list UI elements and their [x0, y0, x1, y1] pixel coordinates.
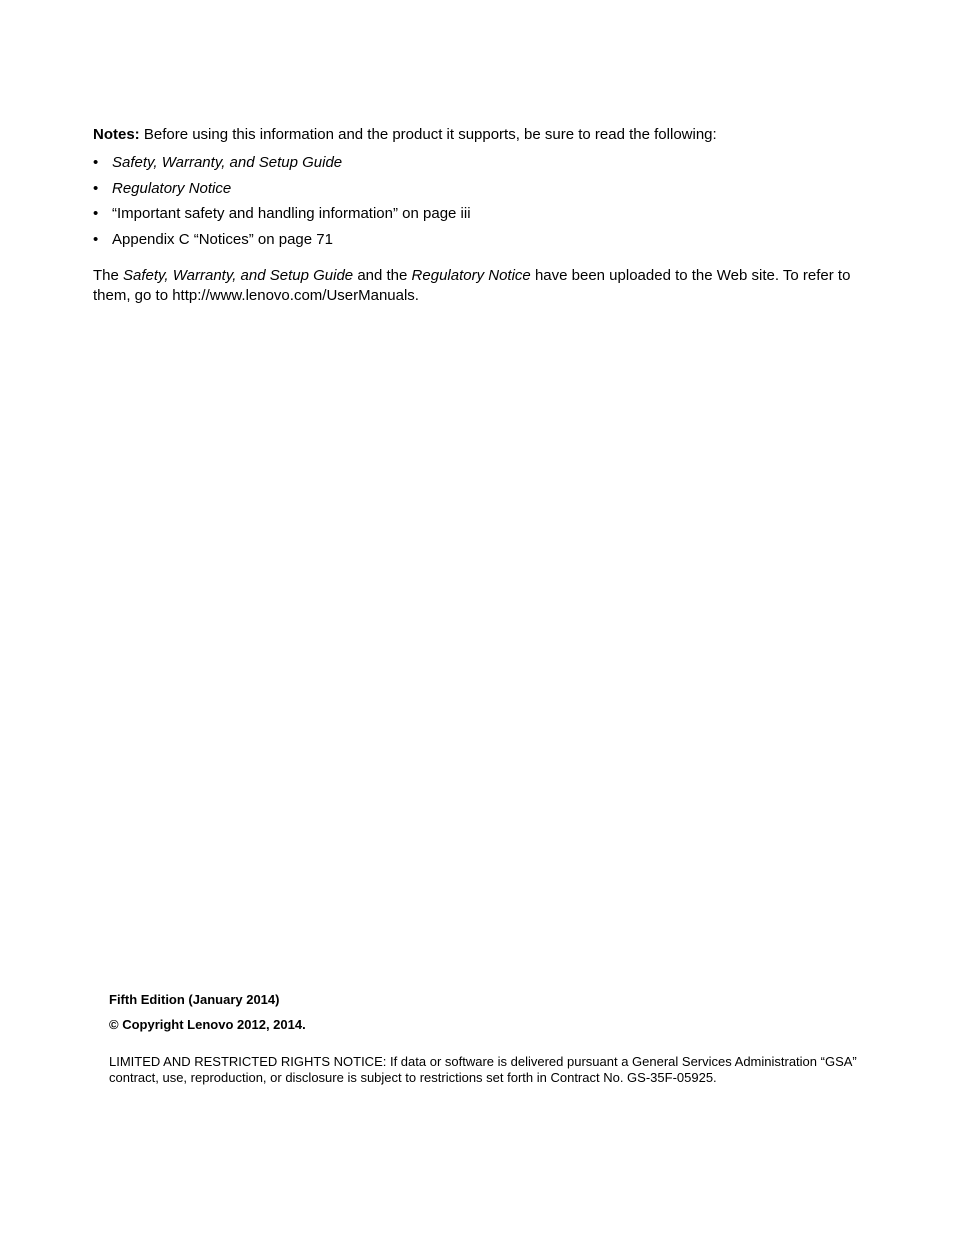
bullet-icon: • — [93, 205, 99, 222]
guide-title: Safety, Warranty, and Setup Guide — [123, 267, 354, 284]
copyright-line: © Copyright Lenovo 2012, 2014. — [109, 1017, 306, 1032]
list-item-text: Regulatory Notice — [112, 179, 232, 197]
paragraph-text: and the — [353, 267, 412, 284]
list-item — [93, 179, 873, 205]
bullet-icon: • — [93, 230, 99, 248]
bullet-icon: • — [93, 154, 99, 171]
notes-intro-text: Before using this information and the product it supports, be sure to read the following: — [143, 126, 717, 143]
edition-line: Fifth Edition (January 2014) — [109, 992, 280, 1007]
paragraph-text: have been uploaded to the Web site. To refer to them, go to http://www.lenovo.com/UserManuals. — [93, 267, 851, 304]
notice-title: Regulatory Notice — [411, 267, 531, 284]
list-item-text: Appendix C “Notices” on page 71 — [112, 230, 333, 248]
list-item — [93, 204, 873, 230]
notes-label: Notes: — [93, 126, 140, 143]
list-item-text: “Important safety and handling information” on page iii — [112, 205, 471, 222]
list-item — [93, 153, 873, 179]
list-item-text: Safety, Warranty, and Setup Guide — [112, 154, 343, 171]
paragraph-text: The — [93, 267, 124, 284]
reference-list — [93, 153, 873, 255]
web-site-paragraph — [93, 266, 853, 306]
bullet-icon: • — [93, 179, 99, 197]
notes-section — [93, 125, 873, 255]
rights-notice: LIMITED AND RESTRICTED RIGHTS NOTICE: If data or software is delivered pursuant a General Services Administration “GSA” contract, use, reproduction, or disclosure is subject to restrictions set forth in Contract No. GS-35F-05925. — [109, 1054, 857, 1085]
list-item — [93, 230, 873, 256]
notes-intro — [93, 125, 873, 145]
